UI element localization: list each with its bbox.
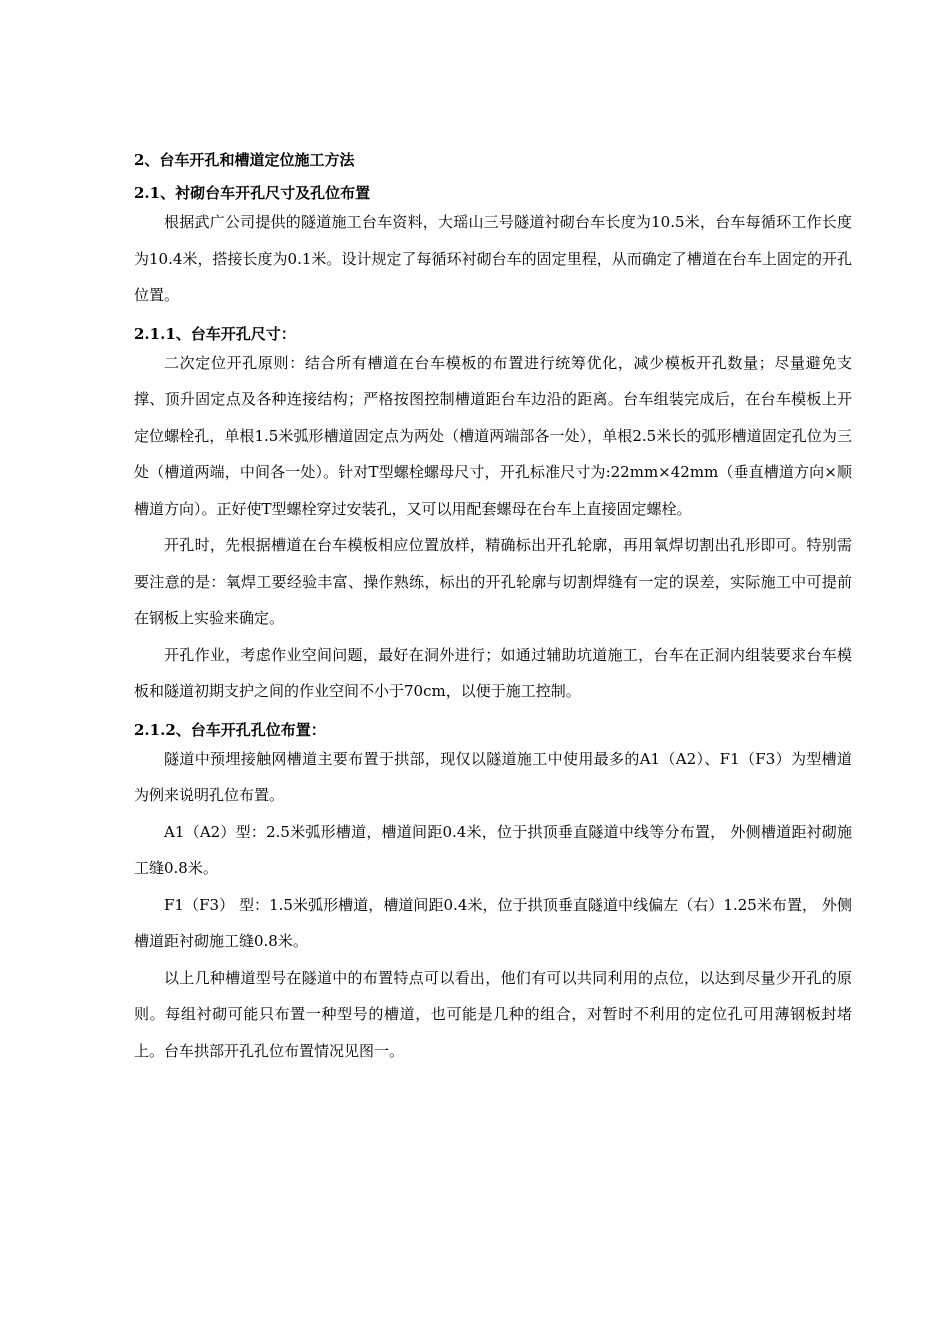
document-body bbox=[134, 148, 852, 1069]
section-2-1-1-paragraph: 开孔作业，考虑作业空间问题，最好在洞外进行；如通过辅助坑道施工，台车在正洞内组装要求台车模板和隧道初期支护之间的作业空间不小于70cm，以便于施工控制。 bbox=[134, 645, 852, 700]
section-2-1-paragraph: 根据武广公司提供的隧道施工台车资料，大瑶山三号隧道衬砌台车长度为10.5米，台车每循环工作长度为10.4米，搭接长度为0.1米。设计规定了每循环衬砌台车的固定里程，从而确定了槽道在台车上固定的开孔位置。 bbox=[134, 213, 852, 304]
section-2-1-1-paragraph: 二次定位开孔原则：结合所有槽道在台车模板的布置进行统筹优化，减少模板开孔数量；尽量避免支撑、顶升固定点及各种连接结构；严格按图控制槽道距台车边沿的距离。台车组装完成后，在台车模板上开定位螺栓孔，单根1.5米弧形槽道固定点为两处（槽道两端部各一处），单根2.5米长的弧形槽道固定孔位为三处（槽道两端，中间各一处）。针对T型螺栓螺母尺寸，开孔标准尺寸为:22mm×42mm（垂直槽道方向×顺槽道方向）。正好使T型螺栓穿过安装孔，又可以用配套螺母在台车上直接固定螺栓。 bbox=[134, 353, 852, 518]
section-2-1-heading: 2.1、衬砌台车开孔尺寸及孔位布置 bbox=[134, 184, 371, 202]
section-2-1-2-paragraph: 隧道中预埋接触网槽道主要布置于拱部，现仅以隧道施工中使用最多的A1（A2）、F1（F3）为型槽道为例来说明孔位布置。 bbox=[134, 749, 852, 804]
section-2-1-2-heading: 2.1.2、台车开孔孔位布置： bbox=[134, 720, 326, 739]
section-title: 2、台车开孔和槽道定位施工方法 bbox=[134, 151, 355, 169]
section-2-1-2-paragraph: F1（F3） 型：1.5米弧形槽道，槽道间距0.4米，位于拱顶垂直隧道中线偏左（右）1.25米布置， 外侧槽道距衬砌施工缝0.8米。 bbox=[134, 895, 852, 950]
section-2-1-2-paragraph: A1（A2）型：2.5米弧形槽道，槽道间距0.4米，位于拱顶垂直隧道中线等分布置， 外侧槽道距衬砌施工缝0.8米。 bbox=[134, 822, 852, 877]
section-2-1-1-heading: 2.1.1、台车开孔尺寸： bbox=[134, 324, 296, 343]
section-2-1-1-paragraph: 开孔时，先根据槽道在台车模板相应位置放样，精确标出开孔轮廓，再用氧焊切割出孔形即可。特别需要注意的是：氧焊工要经验丰富、操作熟练，标出的开孔轮廓与切割焊缝有一定的误差，实际施工中可提前在钢板上实验来确定。 bbox=[134, 536, 852, 627]
section-2-1-2-paragraph: 以上几种槽道型号在隧道中的布置特点可以看出，他们有可以共同利用的点位，以达到尽量少开孔的原则。每组衬砌可能只布置一种型号的槽道，也可能是几种的组合，对暂时不利用的定位孔可用薄钢板封堵上。台车拱部开孔孔位布置情况见图一。 bbox=[134, 968, 852, 1060]
